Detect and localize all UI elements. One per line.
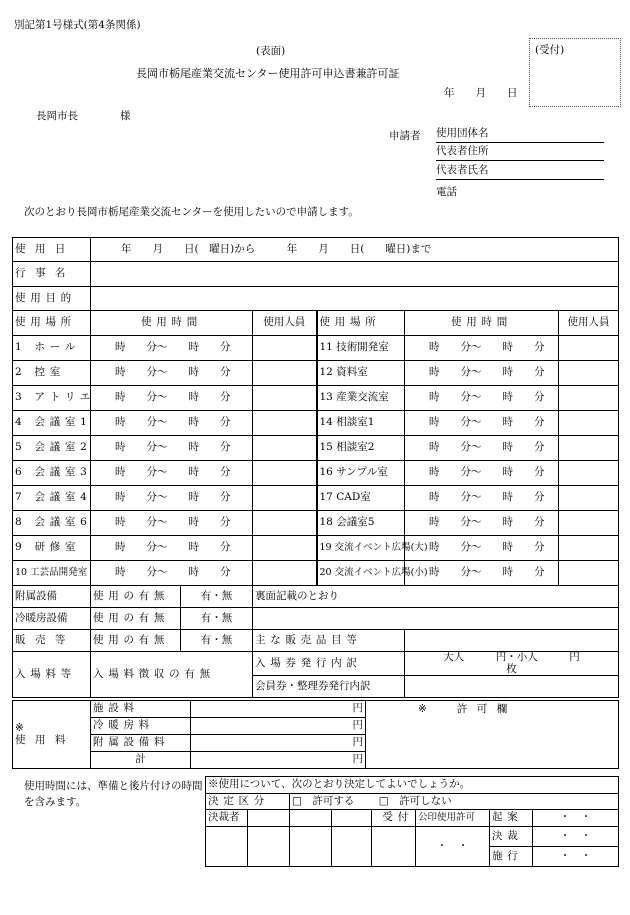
col-time-right: 使用時間 [405,311,559,336]
room-left-7: 7 会議室4 [13,486,91,511]
room-right-15: 15 相談室2 [317,436,405,461]
purpose-label: 使用目的 [13,287,91,311]
public-permit-date[interactable]: ・ ・ [416,827,490,867]
approver-sign-2[interactable] [248,827,290,867]
people-right-11[interactable] [559,336,619,361]
people-left-3[interactable] [253,386,317,411]
reception-label: (受付) [535,44,565,56]
receipt-label: 受付 [372,810,416,827]
time-left-5[interactable]: 時 分～ 時 分 [91,436,253,461]
fee-table [12,700,619,769]
room-right-19: 19 交流イベント広場(大) [317,536,405,561]
equip-label: 附属設備 [13,586,91,608]
time-right-19[interactable]: 時 分～ 時 分 [405,536,559,561]
approver-cell-2[interactable] [248,810,290,827]
rep-address-label: 代表者住所 [436,145,489,157]
time-right-12[interactable]: 時 分～ 時 分 [405,361,559,386]
sales-label: 販売等 [13,630,91,652]
time-left-2[interactable]: 時 分～ 時 分 [91,361,253,386]
people-right-18[interactable] [559,511,619,536]
member-ticket-value[interactable] [405,676,619,698]
room-right-18: 18 会議室5 [317,511,405,536]
time-left-4[interactable]: 時 分～ 時 分 [91,411,253,436]
ac-blank [253,608,619,630]
room-right-11: 11 技術開発室 [317,336,405,361]
adult-child-value[interactable] [405,652,619,676]
people-left-9[interactable] [253,536,317,561]
decision-table [205,776,619,867]
back-note: 裏面記載のとおり [253,586,619,608]
note-line-1 [24,778,204,811]
use-date-label: 使用日 [13,238,91,262]
approver-label: 決裁者 [206,810,248,827]
use-date-value[interactable]: 年 月 日( 曜日)から 年 月 日( 曜日)まで [91,238,619,262]
people-right-12[interactable] [559,361,619,386]
time-right-16[interactable]: 時 分～ 時 分 [405,461,559,486]
fee-mark: ※ [15,722,24,735]
time-left-8[interactable]: 時 分～ 時 分 [91,511,253,536]
room-right-12: 12 資料室 [317,361,405,386]
time-right-14[interactable]: 時 分～ 時 分 [405,411,559,436]
people-left-1[interactable] [253,336,317,361]
face-label: (表面) [256,45,286,57]
time-right-15[interactable]: 時 分～ 時 分 [405,436,559,461]
main-goods-value[interactable] [405,630,619,652]
permit-label: 許可欄 [456,702,517,715]
room-right-17: 17 CAD室 [317,486,405,511]
room-left-9: 9 研修室 [13,536,91,561]
room-right-20: 20 交流イベント広場(小) [317,561,405,586]
time-left-10[interactable]: 時 分～ 時 分 [91,561,253,586]
room-left-5: 5 会議室2 [13,436,91,461]
enforce-date[interactable]: ・ ・ [533,847,619,867]
document-title: 長岡市栃尾産業交流センター使用許可申込書兼許可証 [136,67,400,80]
people-left-5[interactable] [253,436,317,461]
form-number: 別記第1号様式(第4条関係) [14,19,141,31]
fee-row-2: 附属設備料 [91,735,191,752]
main-goods-label: 主な販売品目等 [253,630,405,652]
decision-options [290,794,619,810]
approver-sign-4[interactable] [332,827,372,867]
room-left-10: 10 工芸品開発室 [13,561,91,586]
admission-label: 入場料等 [13,652,91,698]
people-left-4[interactable] [253,411,317,436]
adult-child-price: 大人 円・小人 円 [443,651,580,664]
date-field: 年 月 日 [444,87,518,99]
statement: 次のとおり長岡市栃尾産業交流センターを使用したいので申請します。 [24,206,359,218]
enforce-label: 施行 [490,847,533,867]
admission-collect: 入場料徴収の有無 [91,652,253,698]
fee-label-text: 使用料 [15,733,75,746]
sales-yes-no[interactable]: 有・無 [181,630,253,652]
note-text: 使用時間には、準備と後片付けの時間を含みます。 [24,780,203,809]
time-right-20[interactable]: 時 分～ 時 分 [405,561,559,586]
permit-checkbox[interactable]: □ 許可する [292,794,355,807]
time-right-13[interactable]: 時 分～ 時 分 [405,386,559,411]
col-place-right: 使用場所 [317,311,405,336]
not-permit-checkbox[interactable]: □ 許可しない [378,794,452,807]
people-right-14[interactable] [559,411,619,436]
addressee: 長岡市長 様 [36,110,131,122]
room-left-8: 8 会議室6 [13,511,91,536]
room-right-16: 16 サンプル室 [317,461,405,486]
fee-amount-2[interactable]: 円 [191,735,366,752]
room-left-3: 3 アトリエ [13,386,91,411]
people-right-16[interactable] [559,461,619,486]
member-ticket-label: 会員券・整理券発行内訳 [253,676,405,698]
equip-yes-no[interactable]: 有・無 [181,586,253,608]
decide-label: 決裁 [490,827,533,847]
permit-mark: ※ [418,702,427,715]
purpose-value[interactable] [91,287,619,311]
fee-amount-0[interactable]: 円 [191,701,366,718]
people-left-7[interactable] [253,486,317,511]
time-left-7[interactable]: 時 分～ 時 分 [91,486,253,511]
phone-label: 電話 [436,186,457,198]
room-left-2: 2 控室 [13,361,91,386]
fee-amount-3[interactable]: 円 [191,752,366,769]
approver-cell-4[interactable] [332,810,372,827]
people-left-2[interactable] [253,361,317,386]
ac-yes-no[interactable]: 有・無 [181,608,253,630]
approver-sign-1[interactable] [206,827,248,867]
group-name-field[interactable] [436,128,604,143]
draft-date[interactable]: ・ ・ [533,810,619,827]
ac-label: 冷暖房設備 [13,608,91,630]
fee-row-1: 冷暖房料 [91,718,191,735]
group-name-label: 使用団体名 [436,127,489,139]
fee-row-3: 計 [91,752,191,769]
room-left-4: 4 会議室1 [13,411,91,436]
people-left-6[interactable] [253,461,317,486]
applicant-label: 申請者 [389,130,421,142]
rep-name-field[interactable] [436,165,604,180]
room-right-14: 14 相談室1 [317,411,405,436]
reception-box [529,38,621,107]
people-left-10[interactable] [253,561,317,586]
people-right-15[interactable] [559,436,619,461]
permit-header [366,701,619,718]
event-name-label: 行事名 [13,262,91,287]
col-people-right: 使用人員 [559,311,619,336]
public-permit-label: 公印使用許可 [416,810,490,827]
col-place-left: 使用場所 [13,311,91,336]
time-right-11[interactable]: 時 分～ 時 分 [405,336,559,361]
decision-type-label: 決定区分 [206,794,290,810]
col-people-left: 使用人員 [253,311,317,336]
rep-address-field[interactable] [436,146,604,161]
time-right-18[interactable]: 時 分～ 時 分 [405,511,559,536]
people-right-17[interactable] [559,486,619,511]
receipt-stamp[interactable] [372,827,416,867]
sheets-label: 枚 [506,662,517,675]
application-table [12,237,619,698]
permit-area[interactable] [366,718,619,769]
people-left-8[interactable] [253,511,317,536]
draft-label: 起案 [490,810,533,827]
time-left-6[interactable]: 時 分～ 時 分 [91,461,253,486]
approver-cell-3[interactable] [290,810,332,827]
fee-amount-1[interactable]: 円 [191,718,366,735]
approver-sign-3[interactable] [290,827,332,867]
col-time-left: 使用時間 [91,311,253,336]
room-right-13: 13 産業交流室 [317,386,405,411]
room-left-6: 6 会議室3 [13,461,91,486]
people-right-13[interactable] [559,386,619,411]
people-right-20[interactable] [559,561,619,586]
event-name-value[interactable] [91,262,619,287]
decide-date[interactable]: ・ ・ [533,827,619,847]
room-left-1: 1 ホール [13,336,91,361]
ticket-issue-label: 入場券発行内訳 [253,652,405,676]
equip-presence: 使用の有無 [91,586,181,608]
time-left-3[interactable]: 時 分～ 時 分 [91,386,253,411]
ac-presence: 使用の有無 [91,608,181,630]
people-right-19[interactable] [559,536,619,561]
time-right-17[interactable]: 時 分～ 時 分 [405,486,559,511]
fee-row-0: 施設料 [91,701,191,718]
time-left-1[interactable]: 時 分～ 時 分 [91,336,253,361]
rep-name-label: 代表者氏名 [436,164,489,176]
fee-label [13,701,91,769]
time-left-9[interactable]: 時 分～ 時 分 [91,536,253,561]
decision-question: ※使用について、次のとおり決定してよいでしょうか。 [206,777,619,794]
sales-presence: 使用の有無 [91,630,181,652]
